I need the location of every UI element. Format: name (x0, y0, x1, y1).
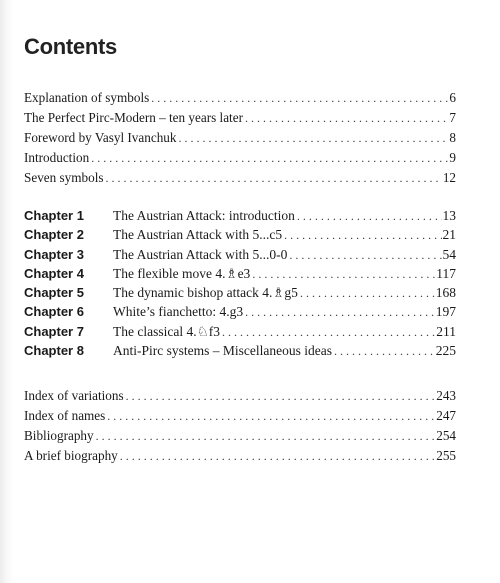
toc-entry-label: Foreword by Vasyl Ivanchuk (24, 130, 177, 145)
dot-leader (126, 386, 436, 406)
chapter-number: Chapter 8 (24, 343, 84, 359)
toc-entry-label: Index of variations (24, 388, 124, 403)
toc-row-chapter-7 (24, 322, 456, 341)
dot-leader (96, 426, 436, 446)
dot-leader (106, 168, 442, 188)
toc-page-number: 7 (449, 110, 456, 125)
toc-row-explanation-of-symbols (24, 88, 456, 108)
toc-page-number: 8 (449, 130, 456, 145)
chapter-title: The classical 4.♘f3 (113, 323, 220, 339)
dot-leader (222, 323, 435, 342)
chapter-number: Chapter 3 (24, 246, 84, 262)
toc-page-number: 13 (442, 208, 456, 223)
chapter-number: Chapter 6 (24, 304, 84, 320)
chapter-number: Chapter 7 (24, 323, 84, 339)
toc-page-number: 247 (436, 408, 456, 423)
toc-page-number: 9 (449, 150, 456, 165)
chapter-number: Chapter 4 (24, 265, 84, 281)
toc-row-chapter-3 (24, 245, 456, 264)
dot-leader (120, 446, 435, 466)
toc-page-number: 12 (442, 170, 456, 185)
toc-page-number: 117 (436, 265, 456, 281)
toc-row-seven-symbols (24, 168, 456, 188)
toc-entry-label: The Perfect Pirc-Modern – ten years later (24, 110, 243, 125)
toc-page-number: 243 (436, 388, 456, 403)
chapter-title: The flexible move 4.♗e3 (113, 265, 251, 281)
dot-leader (245, 303, 435, 322)
toc-row-brief-biography (24, 446, 456, 466)
toc-row-perfect-pirc-modern (24, 108, 456, 128)
chapter-title: The Austrian Attack: introduction (113, 208, 295, 223)
dot-leader (289, 246, 441, 265)
dot-leader (284, 226, 441, 245)
chapter-title: The Austrian Attack with 5...0-0 (113, 246, 288, 262)
chapter-number: Chapter 5 (24, 285, 84, 301)
toc-page-number: 54 (442, 246, 456, 262)
chapter-title: Anti-Pirc systems – Miscellaneous ideas (113, 343, 332, 359)
toc-row-chapter-2 (24, 225, 456, 244)
toc-row-introduction (24, 148, 456, 168)
dot-leader (91, 148, 448, 168)
toc-entry-label: A brief biography (24, 448, 118, 463)
chapter-number: Chapter 1 (24, 208, 84, 223)
dot-leader (179, 128, 449, 148)
toc-row-chapter-4 (24, 264, 456, 283)
chapter-number: Chapter 2 (24, 227, 84, 243)
dot-leader (151, 88, 448, 108)
toc-page-number: 225 (435, 343, 456, 359)
toc-row-bibliography (24, 426, 456, 446)
toc-row-chapter-5 (24, 283, 456, 302)
toc-entry-label: Index of names (24, 408, 106, 423)
toc-row-chapter-6 (24, 302, 456, 321)
page-title: Contents (24, 34, 117, 59)
dot-leader (252, 265, 435, 284)
toc-row-chapter-8 (24, 341, 456, 360)
chapter-title: White’s fianchetto: 4.g3 (113, 304, 244, 320)
back-matter-list (24, 386, 456, 466)
chapter-list (24, 206, 456, 360)
toc-page-number: 255 (436, 448, 456, 463)
toc-row-chapter-1 (24, 206, 456, 225)
toc-row-index-of-variations (24, 386, 456, 406)
toc-entry-label: Introduction (24, 150, 90, 165)
dot-leader (245, 108, 448, 128)
toc-page-number: 197 (435, 304, 456, 320)
toc-row-foreword (24, 128, 456, 148)
toc-page-number: 168 (435, 285, 456, 301)
toc-page-number: 211 (436, 323, 456, 339)
toc-entry-label: Bibliography (24, 428, 94, 443)
dot-leader (297, 207, 442, 226)
toc-page-number: 21 (442, 227, 456, 243)
chapter-title: The dynamic bishop attack 4.♗g5 (113, 285, 298, 301)
dot-leader (300, 284, 435, 303)
toc-entry-label: Seven symbols (24, 170, 104, 185)
toc-row-index-of-names (24, 406, 456, 426)
chapter-title: The Austrian Attack with 5...c5 (113, 227, 283, 243)
dot-leader (107, 406, 435, 426)
toc-page-number: 6 (449, 90, 456, 105)
toc-page-number: 254 (436, 428, 456, 443)
front-matter-list (24, 88, 456, 188)
dot-leader (334, 342, 435, 361)
toc-entry-label: Explanation of symbols (24, 90, 150, 105)
